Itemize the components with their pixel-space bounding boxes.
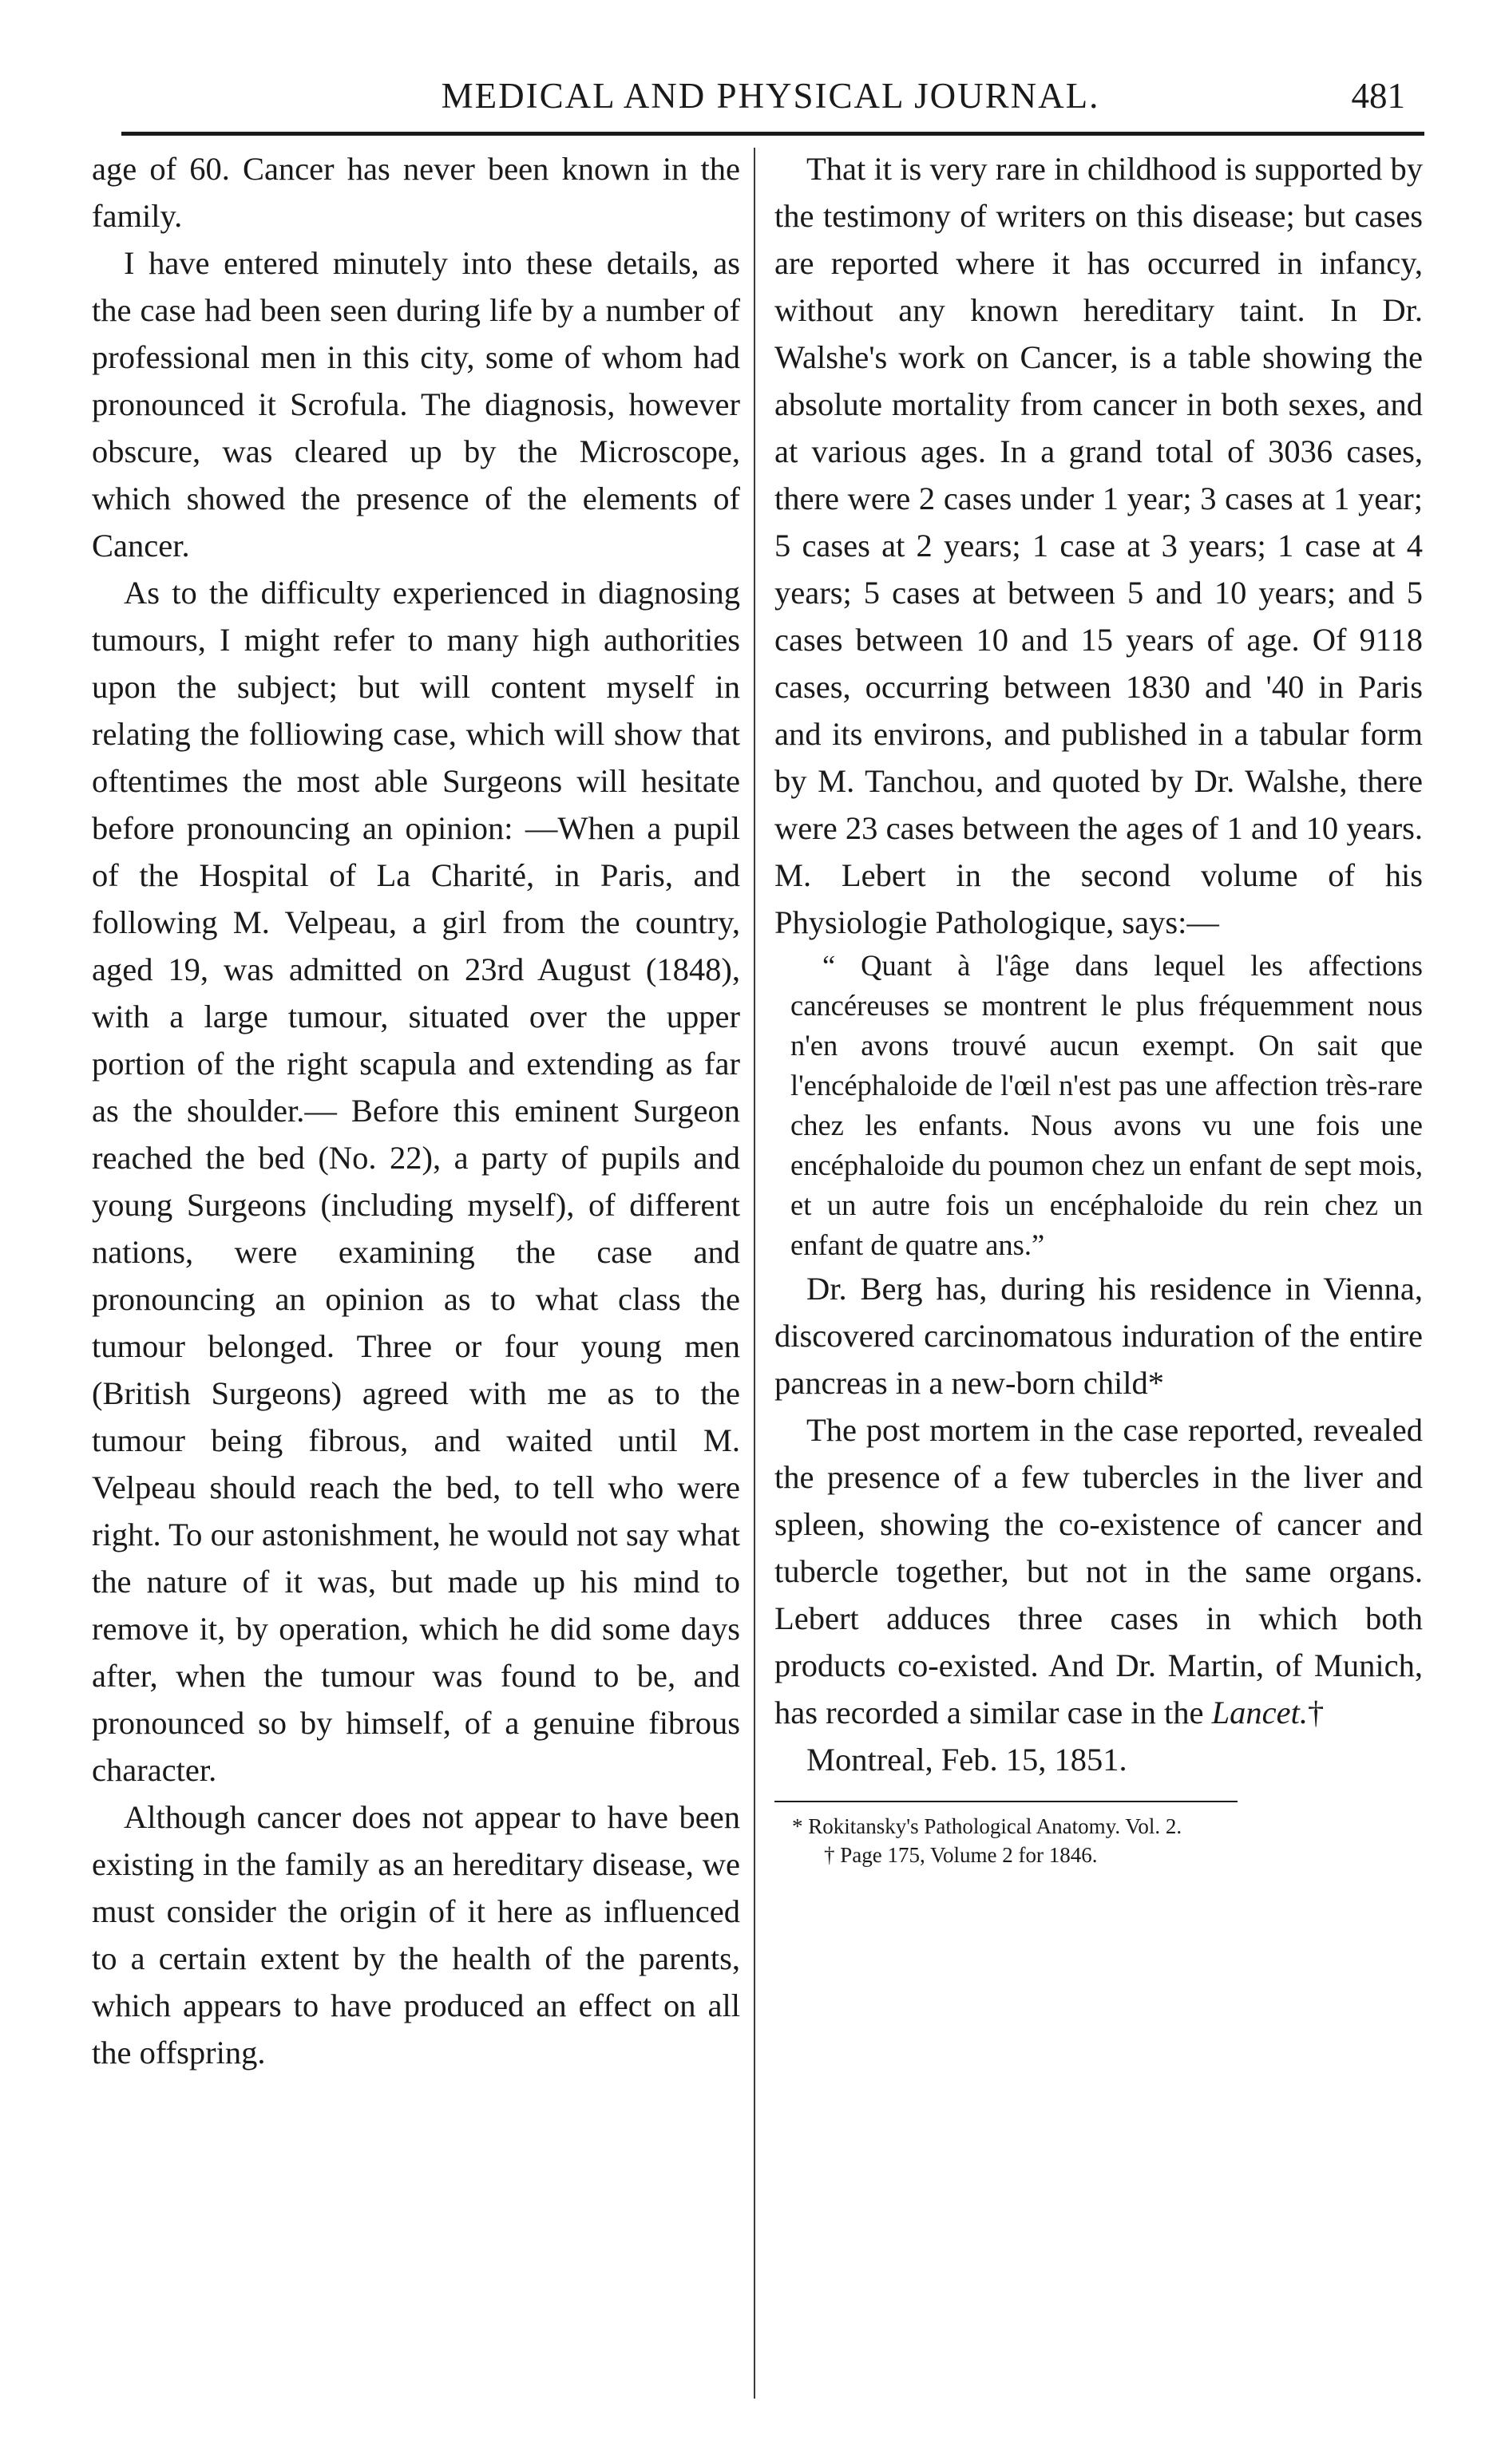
footnote-2: † Page 175, Volume 2 for 1846.	[824, 1843, 1098, 1867]
column-divider	[754, 148, 755, 2399]
running-title: MEDICAL AND PHYSICAL JOURNAL.	[441, 76, 1100, 116]
footnote-1: * Rokitansky's Pathological Anatomy. Vol. 2.	[792, 1814, 1182, 1838]
page-number: 481	[1351, 76, 1405, 116]
left-paragraph-3: As to the difficulty experienced in diagnosing tumours, I might refer to many high authorities upon the subject; but will content myself in relating the folliowing case, which will show that oftentimes the most able Surgeons will hesitate before pronouncing an opinion: —When a pupil of the Hospital of La Charité, in Paris, and following M. Velpeau, a girl from the country, aged 19, was admitted on 23rd August (1848), with a large tumour, situated over the upper portion of the right scapula and extending as far as the shoulder.— Before this eminent Surgeon reached the bed (No. 22), a party of pupils and young Surgeons (including myself), of different nations, were examining the case and pronouncing an opinion as to what class the tumour belonged. Three or four young men (British Surgeons) agreed with me as to the tumour being fibrous, and waited until M. Velpeau should reach the bed, to tell who were right. To our astonishment, he would not say what the nature of it was, but made up his mind to remove it, by operation, which he did some days after, when the tumour was found to be, and pronounced so by himself, of a genuine fibrous character.	[92, 575, 740, 1788]
left-paragraph-4: Although cancer does not appear to have been existing in the family as an hereditary disease, we must consider the origin of it here as influenced to a certain extent by the health of the parents, which appears to have produced an effect on all the offspring.	[92, 1799, 740, 2070]
page-header	[120, 70, 1421, 126]
left-paragraph-2: I have entered minutely into these details, as the case had been seen during life by a number of professional men in this city, some of whom had pronounced it Scrofula. The diagnosis, however obscure, was cleared up by the Microscope, which showed the presence of the elements of Cancer.	[92, 245, 740, 564]
lancet-title: Lancet.	[1211, 1695, 1308, 1730]
header-rule	[121, 132, 1424, 136]
left-paragraph-1: age of 60. Cancer has never been known in the family.	[92, 151, 740, 234]
french-quotation: “ Quant à l'âge dans lequel les affections cancéreuses se montrent le plus fréquemment nous n'en avons trouvé aucun exempt. On sait que l'encéphaloide de l'œil n'est pas une affection très-rare chez les enfants. Nous avons vu une fois une encéphaloide du poumon chez un enfant de sept mois, et un autre fois un encéphaloide du rein chez un enfant de quatre ans.”	[790, 949, 1423, 1261]
left-column	[92, 145, 740, 2076]
right-column	[774, 145, 1423, 1869]
footnote-marker: †	[1308, 1695, 1325, 1730]
footnote-rule	[774, 1801, 1238, 1802]
right-paragraph-2: Dr. Berg has, during his residence in Vienna, discovered carcinomatous induration of the entire pancreas in a new-born child*	[774, 1271, 1423, 1401]
right-paragraph-1: That it is very rare in childhood is supported by the testimony of writers on this disease; but cases are reported where it has occurred in infancy, without any known hereditary taint. In Dr. Walshe's work on Cancer, is a table showing the absolute mortality from cancer in both sexes, and at various ages. In a grand total of 3036 cases, there were 2 cases under 1 year; 3 cases at 1 year; 5 cases at 2 years; 1 case at 3 years; 1 case at 4 years; 5 cases at between 5 and 10 years; and 5 cases between 10 and 15 years of age. Of 9118 cases, occurring between 1830 and '40 in Paris and its environs, and published in a tabular form by M. Tanchou, and quoted by Dr. Walshe, there were 23 cases between the ages of 1 and 10 years. M. Lebert in the second volume of his Physiologie Pathologique, says:—	[774, 151, 1423, 940]
signature-dateline: Montreal, Feb. 15, 1851.	[806, 1742, 1127, 1778]
right-paragraph-3-text: The post mortem in the case reported, revealed the presence of a few tubercles in the liver and spleen, showing the co-existence of cancer and tubercle together, but not in the same organs. Lebert adduces three cases in which both products co-existed. And Dr. Martin, of Munich, has recorded a similar case in the	[774, 1412, 1423, 1730]
right-paragraph-3	[774, 1406, 1423, 1736]
